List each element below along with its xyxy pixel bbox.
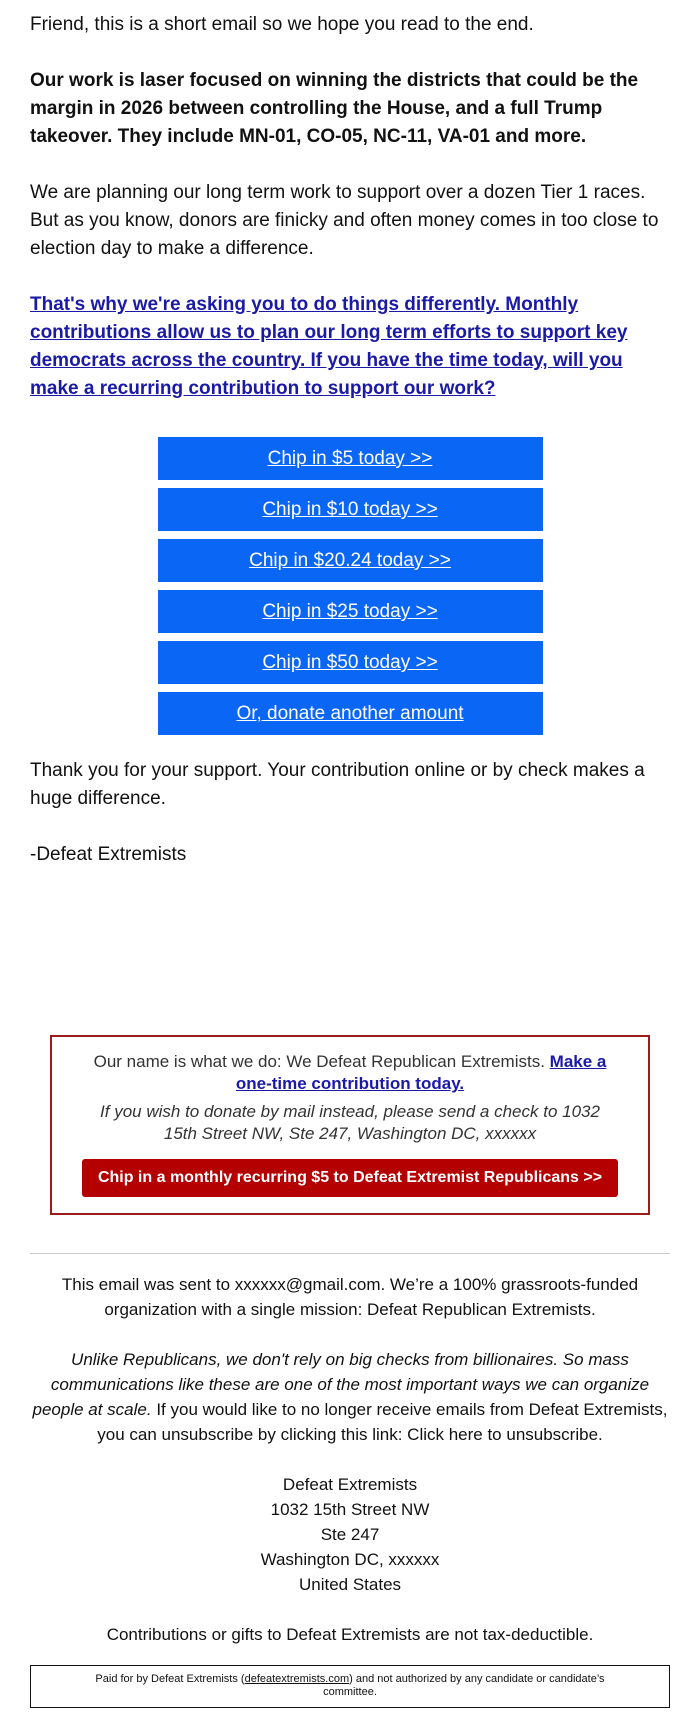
address-city: Washington DC, xxxxxx xyxy=(260,1550,440,1569)
mission-italic: Unlike Republicans, we don't rely on big checks from billionaires. So mass communications like these are one of the most important ways we can organize people at scale. xyxy=(32,1350,650,1419)
promo-box xyxy=(50,1035,650,1215)
mission-text xyxy=(30,1347,670,1447)
one-time-contribution-link[interactable]: Make a one-time contribution today. xyxy=(235,1052,607,1093)
tax-note: Contributions or gifts to Defeat Extremists are not tax-deductible. xyxy=(106,1625,594,1644)
paid-for-suffix: ) and not authorized by any candidate or candidate’s committee. xyxy=(323,1673,605,1698)
footer-divider xyxy=(30,1253,670,1254)
ask-paragraph xyxy=(30,291,670,403)
intro-text: Friend, this is a short email so we hope you read to the end. xyxy=(30,14,534,35)
paragraph-two: We are planning our long term work to support over a dozen Tier 1 races. But as you know, donors are finicky and often money comes in too close to election day to make a difference. xyxy=(30,182,659,259)
donate-another-amount-button[interactable]: Or, donate another amount xyxy=(158,692,543,735)
monthly-recurring-button[interactable]: Chip in a monthly recurring $5 to Defeat Extremist Republicans >> xyxy=(82,1159,618,1197)
mailing-address xyxy=(30,1472,670,1597)
signature: -Defeat Extremists xyxy=(30,844,187,865)
promo-statement: Our name is what we do: We Defeat Republican Extremists. xyxy=(93,1052,545,1071)
address-org: Defeat Extremists xyxy=(282,1475,418,1494)
recurring-ask-link[interactable]: That's why we're asking you to do things differently. Monthly contributions allow us to plan our long term efforts to support key democrats across the country. If you have the time today, will you make a recurring contribution to support our work? xyxy=(30,294,628,399)
paid-for-disclaimer xyxy=(30,1665,670,1708)
unsubscribe-text[interactable]: If you would like to no longer receive emails from Defeat Extremists, you can unsubscribe by clicking this link: Click here to unsubscribe. xyxy=(97,1400,668,1444)
address-suite: Ste 247 xyxy=(320,1525,380,1544)
donation-button-list xyxy=(158,437,543,735)
address-country: United States xyxy=(298,1575,402,1594)
chip-in-20-24-button[interactable]: Chip in $20.24 today >> xyxy=(158,539,543,582)
chip-in-25-button[interactable]: Chip in $25 today >> xyxy=(158,590,543,633)
chip-in-50-button[interactable]: Chip in $50 today >> xyxy=(158,641,543,684)
mail-donation-note: If you wish to donate by mail instead, please send a check to 1032 15th Street NW, Ste 247, Washington DC, xxxxxx xyxy=(100,1102,600,1143)
chip-in-5-button[interactable]: Chip in $5 today >> xyxy=(158,437,543,480)
thanks-text: Thank you for your support. Your contribution online or by check makes a huge difference. xyxy=(30,760,645,809)
footer xyxy=(30,1272,670,1647)
website-link[interactable]: defeatextremists.com xyxy=(244,1673,350,1685)
sent-to-text: This email was sent to xxxxxx@gmail.com. We’re a 100% grassroots-funded organization with a single mission: Defeat Republican Extremists. xyxy=(61,1275,639,1319)
chip-in-10-button[interactable]: Chip in $10 today >> xyxy=(158,488,543,531)
address-street: 1032 15th Street NW xyxy=(270,1500,430,1519)
paid-for-prefix: Paid for by Defeat Extremists ( xyxy=(95,1673,245,1685)
bold-paragraph: Our work is laser focused on winning the districts that could be the margin in 2026 between controlling the House, and a full Trump takeover. They include MN-01, CO-05, NC-11, VA-01 and more. xyxy=(30,70,639,147)
promo-text xyxy=(82,1051,618,1095)
